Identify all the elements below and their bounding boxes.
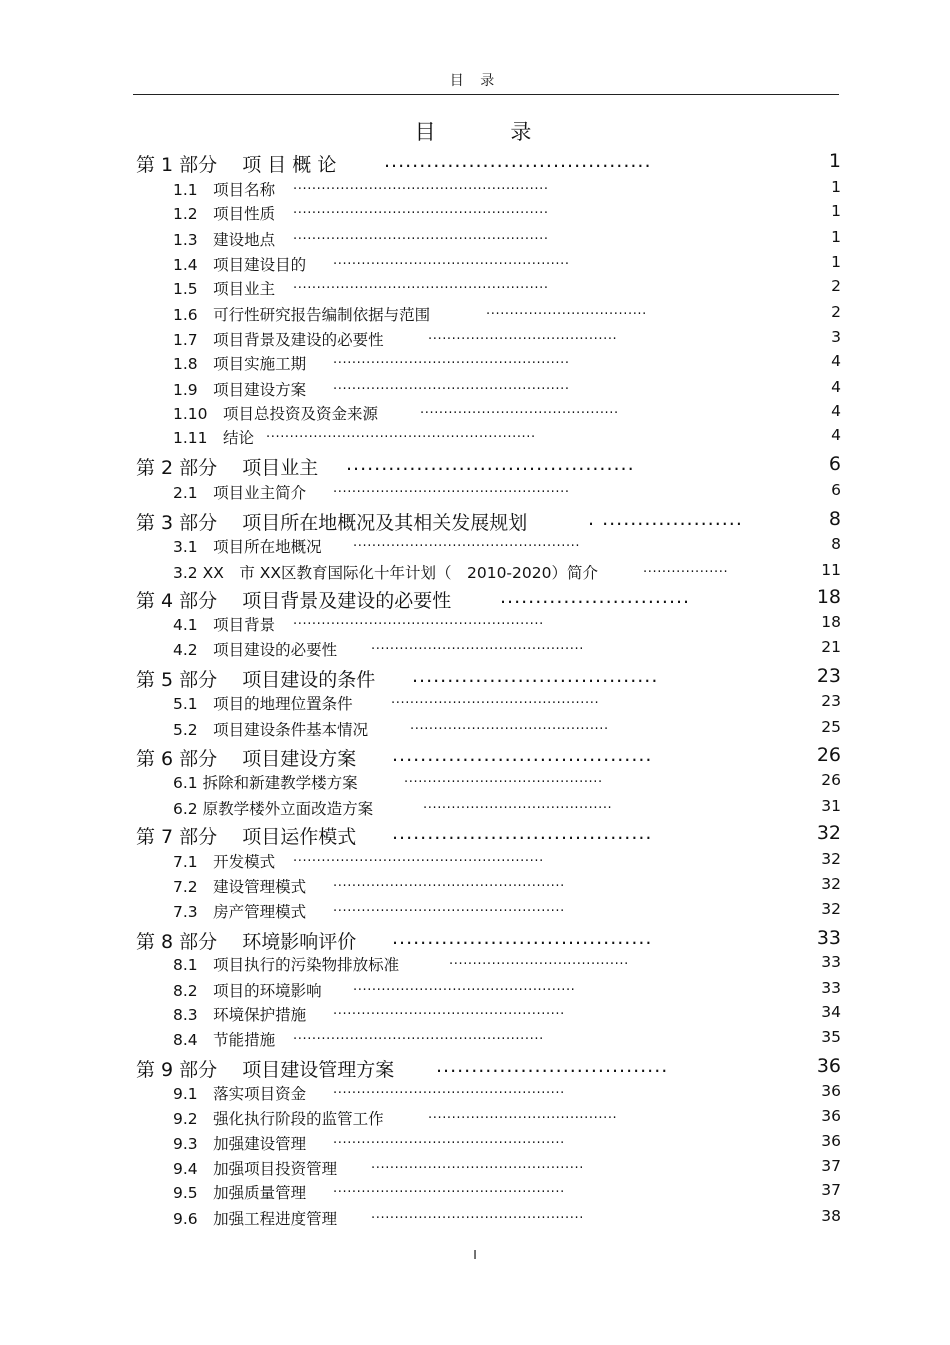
toc-leader-dots: .......................................... (410, 718, 609, 733)
toc-entry-label: 1.8 项目实施工期 (173, 355, 307, 373)
toc-entry-label: 9.3 加强建设管理 (173, 1135, 307, 1153)
toc-entry-label: 7.3 房产管理模式 (173, 903, 307, 921)
toc-page-number: 23 (816, 665, 841, 687)
toc-leader-dots: ........................... (500, 586, 691, 608)
toc-page-number: 31 (821, 797, 841, 815)
toc-page-number: 1 (831, 253, 841, 271)
toc-page-number: 34 (821, 1003, 841, 1021)
toc-page-number: 21 (821, 638, 841, 656)
toc-page-number: 1 (831, 228, 841, 246)
toc-leader-dots: ................................................. (333, 1132, 565, 1147)
toc-entry-label: 9.5 加强质量管理 (173, 1184, 307, 1202)
toc-page-number: 36 (821, 1107, 841, 1125)
toc-leader-dots: ..................................................... (293, 1028, 544, 1043)
toc-entry-label: 1.11 结论 (173, 429, 255, 447)
toc-leader-dots: ................................................. (333, 1003, 565, 1018)
toc-page-number: 4 (831, 426, 841, 444)
toc-entry-label: 4.1 项目背景 (173, 616, 276, 634)
toc-leader-dots: ........................................ (428, 1107, 618, 1122)
toc-page-number: 37 (821, 1181, 841, 1199)
toc-leader-dots: .................................. (486, 303, 647, 318)
toc-leader-dots: .................................................. (333, 481, 570, 496)
toc-page-number: 36 (821, 1132, 841, 1150)
toc-entry-label: 第 1 部分 项 目 概 论 (136, 154, 337, 176)
toc-page-number: 35 (821, 1028, 841, 1046)
toc-page-number: 23 (821, 692, 841, 710)
toc-entry-label: 2.1 项目业主简介 (173, 484, 307, 502)
toc-leader-dots: .................. (643, 561, 729, 576)
toc-entry-label: 1.2 项目性质 (173, 205, 276, 223)
toc-leader-dots: ...................................... (449, 953, 629, 968)
toc-page-number: 8 (828, 508, 841, 530)
toc-page-number: 1 (831, 178, 841, 196)
toc-page-number: 6 (828, 453, 841, 475)
toc-leader-dots: ......................................................... (266, 426, 536, 441)
toc-entry-label: 第 6 部分 项目建设方案 (136, 748, 357, 770)
toc-page-number: 8 (831, 535, 841, 553)
toc-entry-label: 9.2 强化执行阶段的监管工作 (173, 1110, 384, 1128)
toc-page-number: 18 (821, 613, 841, 631)
toc-entry-label: 1.4 项目建设目的 (173, 256, 307, 274)
toc-page-number: 33 (821, 953, 841, 971)
toc-leader-dots: ...................................... (384, 150, 652, 172)
toc-leader-dots: .......................................... (420, 402, 619, 417)
toc-leader-dots: ............................................. (371, 1207, 584, 1222)
toc-leader-dots: ............................................... (353, 979, 576, 994)
toc-page-number: 36 (816, 1055, 841, 1077)
toc-leader-dots: .................................................. (333, 352, 570, 367)
toc-leader-dots: . .................... (588, 508, 743, 530)
toc-title: 目 录 (414, 120, 566, 144)
toc-leader-dots: ................................................. (333, 900, 565, 915)
toc-entry-label: 9.4 加强项目投资管理 (173, 1160, 338, 1178)
toc-entry-label: 1.1 项目名称 (173, 181, 276, 199)
toc-leader-dots: ................................... (412, 665, 659, 687)
toc-entry-label: 第 5 部分 项目建设的条件 (136, 669, 376, 691)
toc-entry-label: 第 3 部分 项目所在地概况及其相关发展规划 (136, 512, 528, 534)
toc-page-number: 1 (828, 150, 841, 172)
toc-leader-dots: ..................................... (392, 927, 653, 949)
toc-leader-dots: ..................................... (392, 822, 653, 844)
toc-entry-label: 8.2 项目的环境影响 (173, 982, 322, 1000)
toc-leader-dots: ..................................................... (293, 613, 544, 628)
toc-leader-dots: ...................................................... (293, 228, 549, 243)
toc-leader-dots: ........................................ (423, 797, 613, 812)
toc-entry-label: 5.1 项目的地理位置条件 (173, 695, 353, 713)
toc-leader-dots: ................................................. (333, 1082, 565, 1097)
footer-page-number: I (473, 1248, 477, 1262)
toc-page-number: 32 (816, 822, 841, 844)
toc-entry-label: 1.3 建设地点 (173, 231, 276, 249)
toc-leader-dots: ...................................................... (293, 178, 549, 193)
toc-entry-label: 1.10 项目总投资及资金来源 (173, 405, 379, 423)
toc-page-number: 3 (831, 328, 841, 346)
toc-leader-dots: ............................................ (391, 692, 600, 707)
toc-leader-dots: .......................................... (404, 771, 603, 786)
toc-page-number: 38 (821, 1207, 841, 1225)
toc-leader-dots: ..................................... (392, 744, 653, 766)
toc-page-number: 6 (831, 481, 841, 499)
toc-page-number: 33 (821, 979, 841, 997)
toc-leader-dots: ...................................................... (293, 277, 549, 292)
toc-entry-label: 7.1 开发模式 (173, 853, 276, 871)
toc-entry-label: 1.6 可行性研究报告编制依据与范围 (173, 306, 431, 324)
toc-leader-dots: ............................................. (371, 638, 584, 653)
toc-leader-dots: ........................................ (428, 328, 618, 343)
toc-leader-dots: ............................................. (371, 1157, 584, 1172)
toc-entry-label: 5.2 项目建设条件基本情况 (173, 721, 369, 739)
toc-page-number: 11 (821, 561, 841, 579)
toc-leader-dots: ................................................. (333, 1181, 565, 1196)
toc-entry-label: 9.1 落实项目资金 (173, 1085, 307, 1103)
toc-leader-dots: ................................................ (353, 535, 581, 550)
toc-entry-label: 3.2 XX 市 XX区教育国际化十年计划（ 2010-2020）简介 (173, 564, 598, 582)
toc-entry-label: 4.2 项目建设的必要性 (173, 641, 338, 659)
toc-entry-label: 第 2 部分 项目业主 (136, 457, 319, 479)
toc-page-number: 36 (821, 1082, 841, 1100)
toc-entry-label: 第 7 部分 项目运作模式 (136, 826, 357, 848)
toc-entry-label: 8.4 节能措施 (173, 1031, 276, 1049)
toc-page-number: 32 (821, 875, 841, 893)
toc-page-number: 32 (821, 850, 841, 868)
running-header: 目 录 (449, 73, 501, 89)
toc-entry-label: 3.1 项目所在地概况 (173, 538, 322, 556)
toc-leader-dots: ..................................................... (293, 850, 544, 865)
toc-leader-dots: .................................................. (333, 253, 570, 268)
toc-entry-label: 1.5 项目业主 (173, 280, 276, 298)
toc-entry-label: 第 4 部分 项目背景及建设的必要性 (136, 590, 452, 612)
toc-entry-label: 8.3 环境保护措施 (173, 1006, 307, 1024)
toc-entry-label: 8.1 项目执行的污染物排放标准 (173, 956, 400, 974)
toc-entry-label: 1.7 项目背景及建设的必要性 (173, 331, 384, 349)
toc-entry-label: 7.2 建设管理模式 (173, 878, 307, 896)
toc-page-number: 32 (821, 900, 841, 918)
toc-entry-label: 6.2 原教学楼外立面改造方案 (173, 800, 374, 818)
toc-entry-label: 第 9 部分 项目建设管理方案 (136, 1059, 395, 1081)
toc-page-number: 18 (816, 586, 841, 608)
toc-page-number: 2 (831, 277, 841, 295)
toc-entry-label: 6.1 拆除和新建教学楼方案 (173, 774, 358, 792)
toc-leader-dots: ...................................................... (293, 202, 549, 217)
toc-leader-dots: ................................. (436, 1055, 669, 1077)
toc-page-number: 37 (821, 1157, 841, 1175)
toc-leader-dots: ......................................... (346, 453, 635, 475)
toc-page-number: 26 (821, 771, 841, 789)
header-rule (133, 94, 839, 95)
toc-entry-label: 9.6 加强工程进度管理 (173, 1210, 338, 1228)
toc-entry-label: 第 8 部分 环境影响评价 (136, 931, 357, 953)
toc-entry-label: 1.9 项目建设方案 (173, 381, 307, 399)
toc-page-number: 25 (821, 718, 841, 736)
toc-page-number: 26 (816, 744, 841, 766)
toc-leader-dots: .................................................. (333, 378, 570, 393)
toc-page-number: 33 (816, 927, 841, 949)
toc-page-number: 4 (831, 378, 841, 396)
toc-page-number: 4 (831, 352, 841, 370)
toc-page-number: 2 (831, 303, 841, 321)
toc-page-number: 4 (831, 402, 841, 420)
toc-page-number: 1 (831, 202, 841, 220)
toc-leader-dots: ................................................. (333, 875, 565, 890)
